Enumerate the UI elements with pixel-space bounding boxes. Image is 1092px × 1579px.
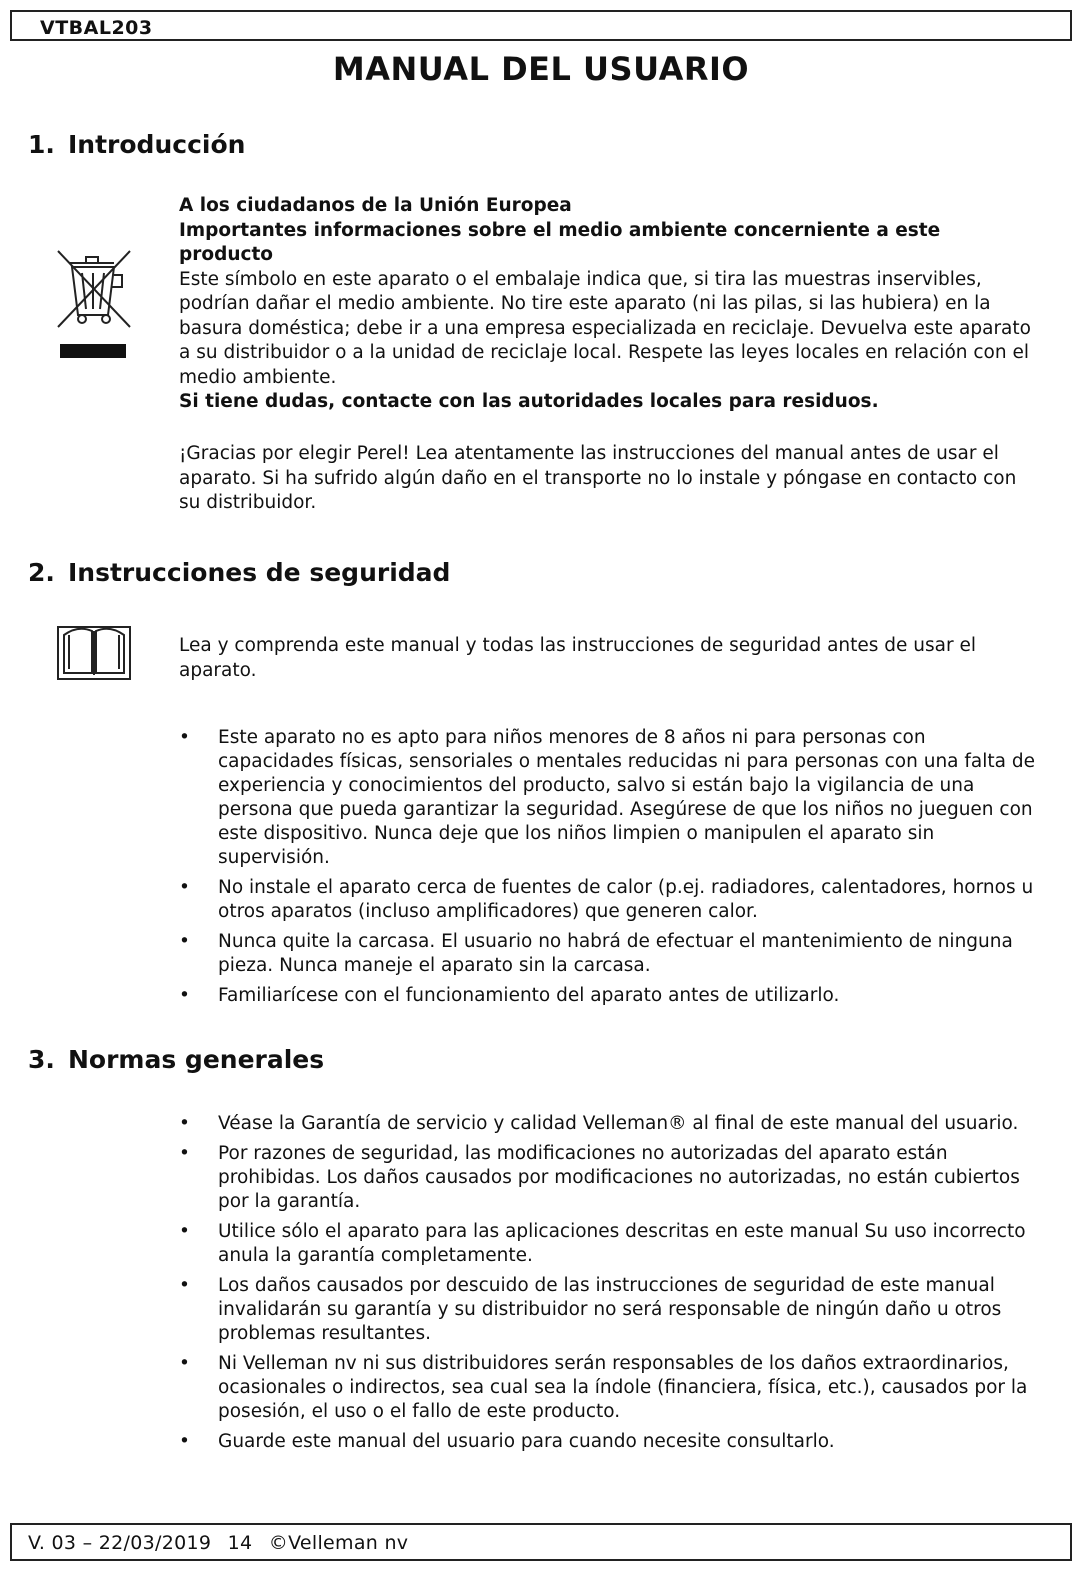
footer-bar [10, 1523, 1072, 1561]
list-item [179, 984, 1039, 1008]
bullet-icon: • [179, 727, 190, 748]
list-item-text: Guarde este manual del usuario para cuando necesite consultarlo. [218, 1431, 835, 1452]
section-title: Introducción [68, 130, 246, 159]
section-number: 3. [28, 1045, 55, 1074]
eu-body: Este símbolo en este aparato o el embalaje indica que, si tira las muestras inservibles, podrían dañar el medio ambiente. No tire este aparato (ni las pilas, si las hubiera) en la basura doméstica; debe ir a una empresa especializada en reciclaje. Devuelva este aparato a su distribuidor o a la unidad de reciclaje local. Respete las leyes locales en relación con el medio ambiente. [179, 268, 1031, 388]
bullet-icon: • [179, 931, 190, 952]
list-item-text: No instale el aparato cerca de fuentes de calor (p.ej. radiadores, calentadores, hornos u otros aparatos (incluso amplificadores) que generen calor. [218, 877, 1034, 922]
list-item-text: Véase la Garantía de servicio y calidad Velleman® al final de este manual del usuario. [218, 1113, 1019, 1134]
list-item [179, 876, 1039, 924]
bullet-icon: • [179, 985, 190, 1006]
list-item-text: Este aparato no es apto para niños menores de 8 años ni para personas con capacidades físicas, sensoriales o mentales reducidas ni para personas con una falta de experiencia y conocimientos del producto, salvo si están bajo la vigilancia de una persona que pueda garantizar la seguridad. Asegúrese de que los niños no jueguen con este dispositivo. Nunca deje que los niños limpien o manipulen el aparato sin supervisión. [218, 727, 1035, 868]
footer-copyright: ©Velleman nv [268, 1532, 409, 1554]
list-item [179, 1112, 1039, 1136]
thanks-paragraph [179, 442, 1039, 516]
footer-version: V. 03 – 22/03/2019 [28, 1532, 212, 1554]
list-item-text: Ni Velleman nv ni sus distribuidores serán responsables de los daños extraordinarios, ocasionales o indirectos, sea cual sea la índole (financiera, física, etc.), causados por la posesión, el uso o el fallo de este producto. [218, 1353, 1028, 1422]
list-item-text: Familiarícese con el funcionamiento del aparato antes de utilizarlo. [218, 985, 840, 1006]
bullet-icon: • [179, 1113, 190, 1134]
section-heading-normas [28, 1045, 324, 1074]
safety-intro-text: Lea y comprenda este manual y todas las instrucciones de seguridad antes de usar el aparato. [179, 635, 977, 681]
list-item-text: Utilice sólo el aparato para las aplicaciones descritas en este manual Su uso incorrecto anula la garantía completamente. [218, 1221, 1026, 1266]
eu-heading: A los ciudadanos de la Unión Europea [179, 195, 572, 216]
eu-subheading: Importantes informaciones sobre el medio ambiente concerniente a este producto [179, 219, 941, 265]
eu-disposal-notice [179, 194, 1039, 415]
list-item [179, 1220, 1039, 1268]
bullet-icon: • [179, 877, 190, 898]
footer-page-number: 14 [227, 1532, 253, 1554]
section-heading-introduccion [28, 130, 245, 159]
header-bar [10, 10, 1072, 41]
list-item [179, 1274, 1039, 1346]
section-title: Normas generales [68, 1045, 325, 1074]
section-number: 2. [28, 558, 55, 587]
list-item-text: Por razones de seguridad, las modificaciones no autorizadas del aparato están prohibidas. Los daños causados por modificaciones no autorizadas, no están cubiertos por la garantía. [218, 1143, 1020, 1212]
list-item [179, 726, 1039, 870]
read-manual-book-icon [56, 621, 132, 687]
general-rules-bullet-list [179, 1112, 1039, 1460]
bullet-icon: • [179, 1275, 190, 1296]
list-item-text: Nunca quite la carcasa. El usuario no habrá de efectuar el mantenimiento de ninguna pieza. Nunca maneje el aparato sin la carcasa. [218, 931, 1013, 976]
page-title: MANUAL DEL USUARIO [332, 50, 750, 88]
list-item [179, 930, 1039, 978]
safety-bullet-list [179, 726, 1039, 1014]
list-item-text: Los daños causados por descuido de las instrucciones de seguridad de este manual invalidarán su garantía y su distribuidor no será responsable de ningún daño u otros problemas resultantes. [218, 1275, 1002, 1344]
list-item [179, 1142, 1039, 1214]
eu-closing: Si tiene dudas, contacte con las autoridades locales para residuos. [179, 391, 879, 412]
bullet-icon: • [179, 1221, 190, 1242]
section-title: Instrucciones de seguridad [68, 558, 451, 587]
footer-text [28, 1532, 418, 1554]
model-code: VTBAL203 [40, 17, 153, 39]
thanks-text: ¡Gracias por elegir Perel! Lea atentamente las instrucciones del manual antes de usar el aparato. Si ha sufrido algún daño en el transporte no lo instale y póngase en contacto con su distribuidor. [179, 443, 1017, 513]
section-heading-seguridad [28, 558, 450, 587]
weee-crossed-bin-icon [52, 245, 134, 367]
list-item [179, 1352, 1039, 1424]
bullet-icon: • [179, 1143, 190, 1164]
bullet-icon: • [179, 1353, 190, 1374]
section-number: 1. [28, 130, 55, 159]
bullet-icon: • [179, 1431, 190, 1452]
list-item [179, 1430, 1039, 1454]
safety-intro [179, 634, 1039, 683]
